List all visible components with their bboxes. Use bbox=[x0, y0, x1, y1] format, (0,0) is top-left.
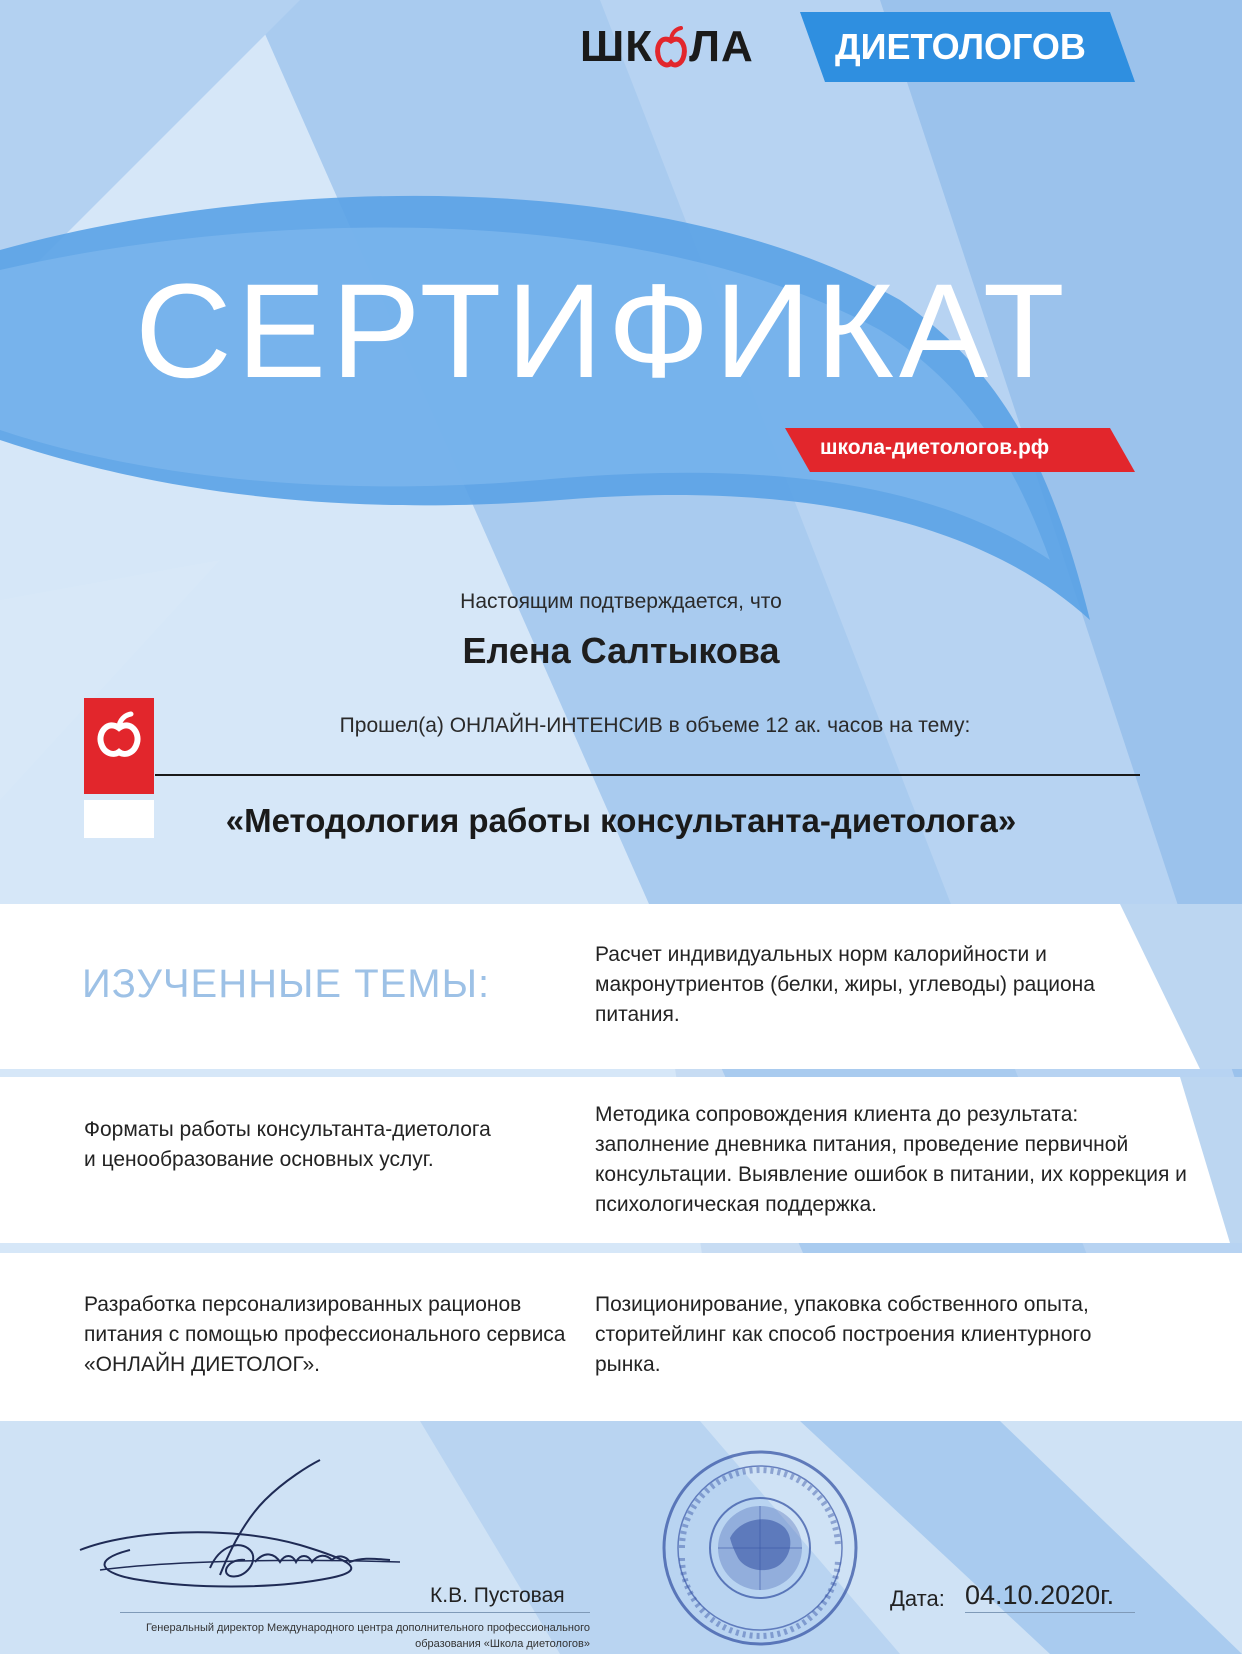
brand-badge bbox=[84, 698, 154, 794]
logo-school bbox=[580, 22, 754, 72]
topic-item: Позиционирование, упаковка собственного опыта, сторитейлинг как способ построения клиентурного рынка. bbox=[595, 1293, 1092, 1376]
confirm-text: Настоящим подтверждается, что bbox=[460, 590, 782, 613]
date-line bbox=[965, 1612, 1135, 1613]
course-topic: «Методология работы консультанта-диетолога» bbox=[225, 802, 1017, 839]
signature bbox=[70, 1450, 430, 1600]
topic-item: Форматы работы консультанта-диетолога и ценообразование основных услуг. bbox=[84, 1118, 491, 1171]
logo-school-part1: ШК bbox=[580, 22, 654, 71]
recipient-name: Елена Салтыкова bbox=[462, 630, 780, 671]
signature-line bbox=[120, 1612, 590, 1613]
logo-apple-icon bbox=[654, 25, 688, 69]
certificate-title: СЕРТИФИКАТ bbox=[135, 257, 1070, 406]
official-stamp bbox=[660, 1448, 860, 1648]
signer-title: Генеральный директор Международного центра дополнительного профессионального образования «Школа диетологов» bbox=[145, 1622, 590, 1650]
topic-item: Методика сопровождения клиента до результата: заполнение дневника питания, проведение первичной консультации. Выявление ошибок в питании, их коррекция и психологическая поддержка. bbox=[595, 1103, 1187, 1216]
logo-school-part2: ЛА bbox=[689, 22, 754, 71]
signer-name: К.В. Пустовая bbox=[430, 1584, 565, 1607]
completed-text: Прошел(а) ОНЛАЙН-ИНТЕНСИВ в объеме 12 ак. часов на тему: bbox=[339, 714, 971, 737]
apple-icon bbox=[84, 698, 154, 794]
date-value: 04.10.2020г. bbox=[965, 1580, 1115, 1610]
logo-dietitians: ДИЕТОЛОГОВ bbox=[835, 26, 1086, 67]
website-link[interactable]: школа-диетологов.рф bbox=[820, 436, 1050, 459]
topic-item: Расчет индивидуальных норм калорийности и макронутриентов (белки, жиры, углеводы) рациона питания. bbox=[595, 943, 1095, 1026]
divider-line bbox=[155, 774, 1140, 776]
date-label: Дата: bbox=[890, 1586, 945, 1611]
topics-heading: ИЗУЧЕННЫЕ ТЕМЫ: bbox=[82, 962, 491, 1006]
topic-item: Разработка персонализированных рационов питания с помощью профессионального сервиса «ОНЛАЙН ДИЕТОЛОГ». bbox=[84, 1293, 566, 1376]
